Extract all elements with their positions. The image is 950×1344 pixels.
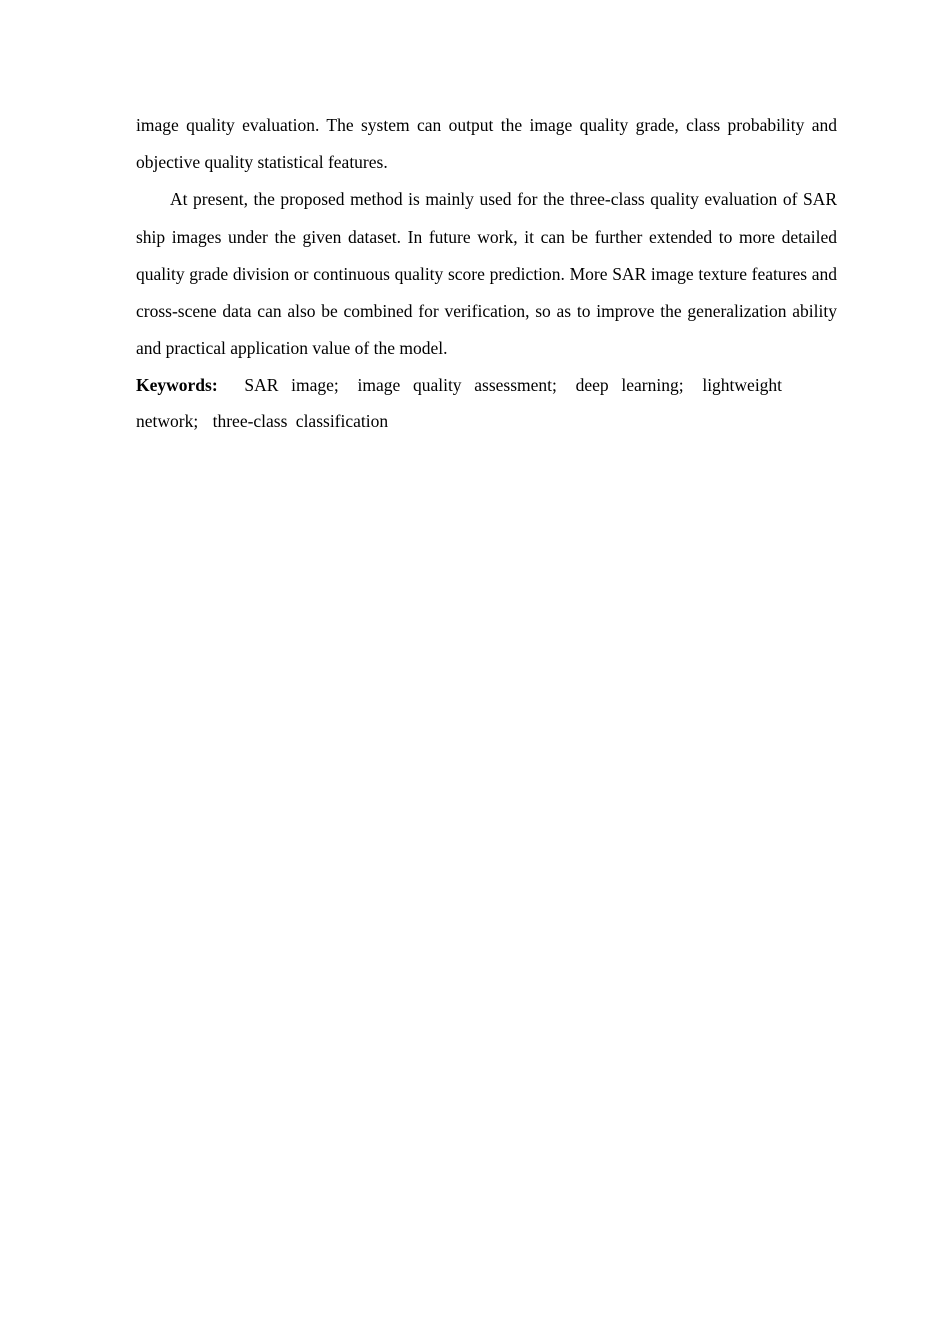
keyword-separator: ; — [678, 375, 684, 396]
keyword-separator: ; — [333, 375, 339, 396]
keyword-item: lightweight network — [136, 375, 783, 432]
abstract-body — [136, 107, 837, 439]
keyword-item: image quality assessment — [357, 375, 553, 396]
keyword-item: three-class classification — [212, 411, 389, 432]
keyword-item: deep learning — [575, 375, 679, 396]
keywords-label: Keywords: — [136, 375, 218, 396]
keyword-separator: ; — [193, 411, 199, 432]
keywords-line — [136, 367, 782, 439]
paragraph-continuation: image quality evaluation. The system can output the image quality grade, class probability and objective quality statistical features. — [136, 115, 837, 173]
keyword-separator: ; — [552, 375, 557, 396]
keyword-item: SAR image — [244, 375, 334, 396]
paragraph-future-work: At present, the proposed method is mainly used for the three-class quality evaluation of SAR ship images under the given dataset. In future work, it can be further extended to more detailed quality grade division or continuous quality score prediction. More SAR image texture features and cross-scene data can also be combined for verification, so as to improve the generalization ability and practical application value of the model. — [136, 189, 837, 359]
